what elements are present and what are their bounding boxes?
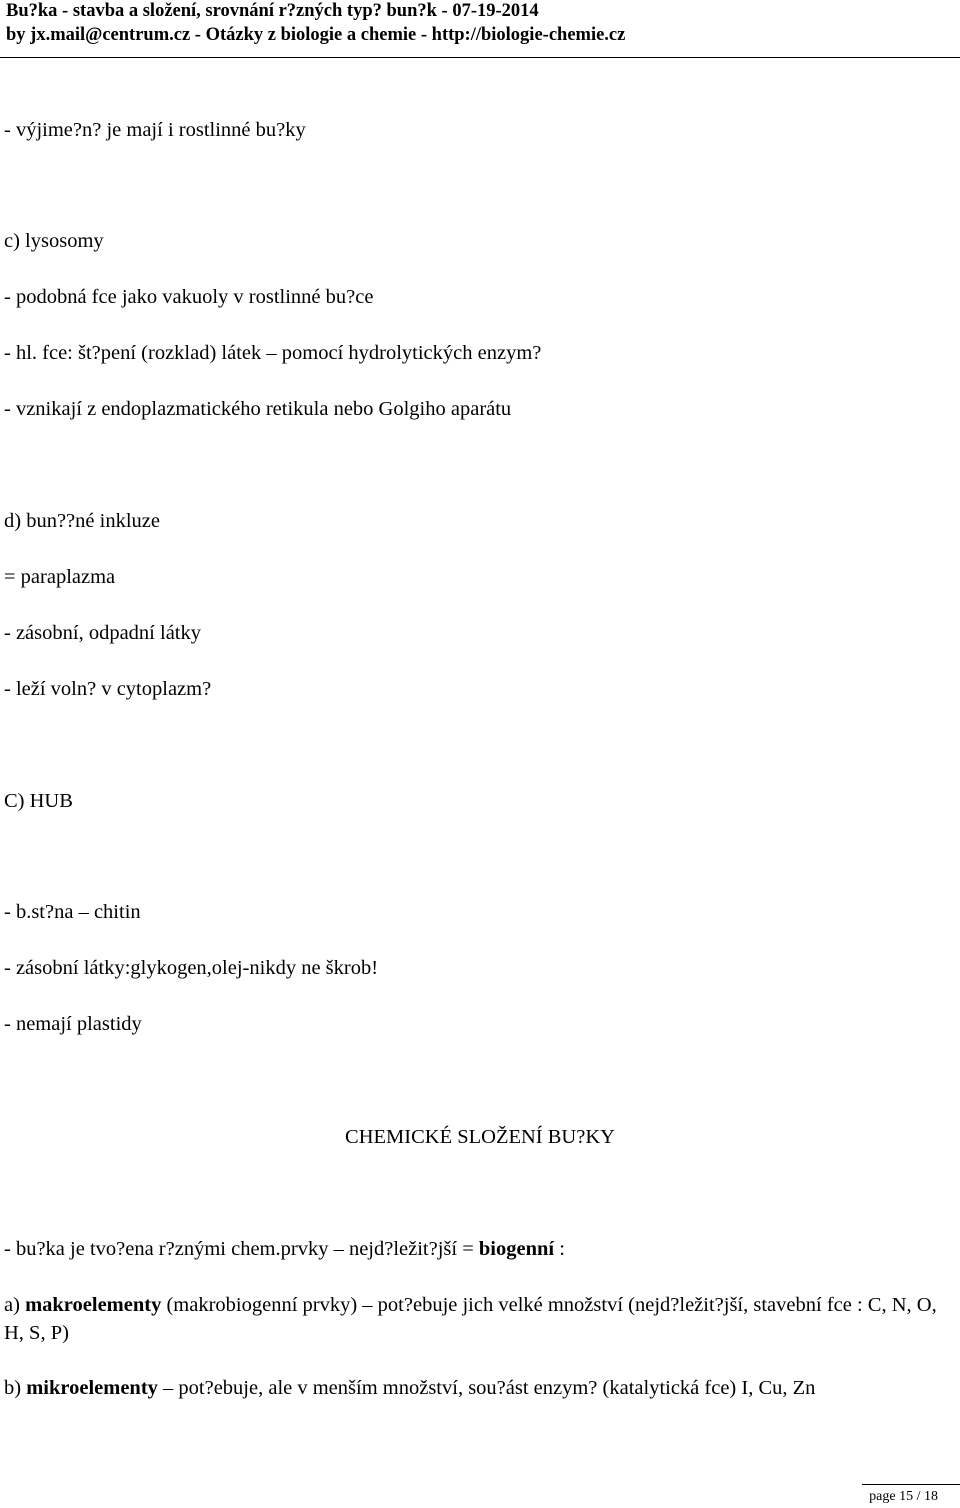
section-heading: CHEMICKÉ SLOŽENÍ BU?KY — [345, 1126, 615, 1148]
text-line: - vznikají z endoplazmatického retikula nebo Golgiho aparátu — [4, 398, 512, 420]
text-run: : — [554, 1238, 565, 1260]
text-run: a) — [4, 1294, 26, 1316]
section-label: c) lysosomy — [4, 230, 104, 252]
text-line: - hl. fce: št?pení (rozklad) látek – pomocí hydrolytických enzym? — [4, 342, 542, 364]
footer-divider — [862, 1484, 960, 1485]
page-number: page 15 / 18 — [869, 1489, 938, 1504]
text-line: - zásobní látky:glykogen,olej-nikdy ne škrob! — [4, 957, 379, 979]
text-run: (makrobiogenní prvky) – pot?ebuje jich velké množství (nejd?ležit?jší, stavební fce : C, N, O, H, S, P) — [4, 1294, 937, 1344]
text-line: - zásobní, odpadní látky — [4, 622, 201, 644]
text-run: - bu?ka je tvo?ena r?znými chem.prvky – nejd?ležit?jší = — [4, 1238, 479, 1260]
text-line: - b.st?na – chitin — [4, 901, 141, 923]
bold-term: makroelementy — [25, 1294, 162, 1316]
text-line: - výjime?n? je mají i rostlinné bu?ky — [4, 119, 306, 141]
text-line: - podobná fce jako vakuoly v rostlinné bu?ce — [4, 286, 374, 308]
text-line: - nemají plastidy — [4, 1013, 142, 1035]
section-label: C) HUB — [4, 790, 73, 812]
text-line — [4, 1375, 815, 1401]
text-line — [4, 1236, 565, 1262]
header-divider — [0, 57, 960, 58]
page-header-title: Bu?ka - stavba a složení, srovnání r?zných typ? bun?k - 07-19-2014 — [6, 1, 539, 21]
text-line: - leží voln? v cytoplazm? — [4, 678, 212, 700]
text-line: = paraplazma — [4, 566, 116, 588]
section-label: d) bun??né inkluze — [4, 510, 160, 532]
text-paragraph — [4, 1291, 954, 1347]
bold-term: mikroelementy — [26, 1377, 158, 1399]
text-run: – pot?ebuje, ale v menším množství, sou?ást enzym? (katalytická fce) I, Cu, Zn — [157, 1377, 816, 1399]
bold-term: biogenní — [478, 1238, 555, 1260]
text-run: b) — [4, 1377, 27, 1399]
page-header-subtitle: by jx.mail@centrum.cz - Otázky z biologie a chemie - http://biologie-chemie.cz — [6, 25, 626, 45]
